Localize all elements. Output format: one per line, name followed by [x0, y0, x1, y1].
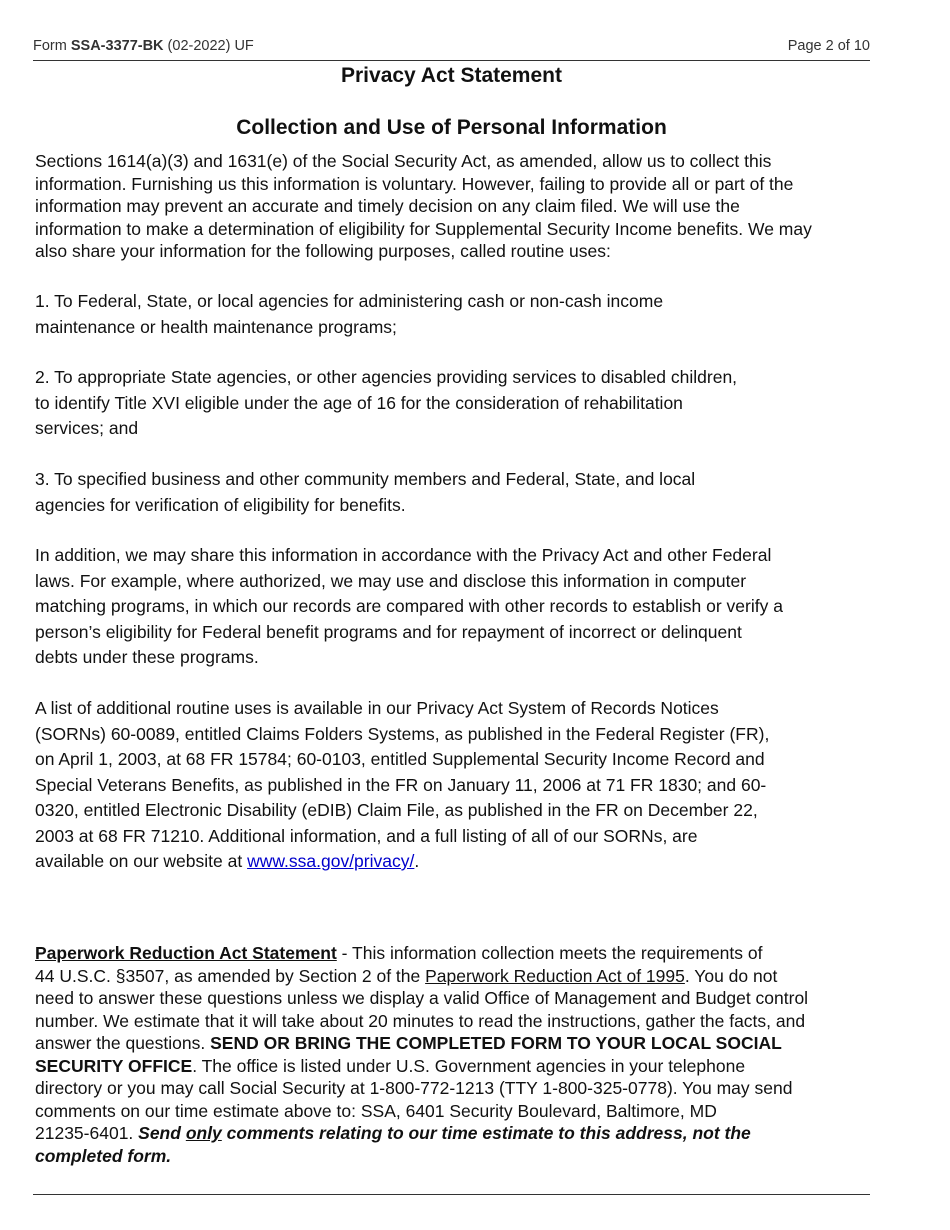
text-line: number. We estimate that it will take about 20 minutes to read the instructions, gather the facts, and: [35, 1010, 806, 1031]
text-line: [35, 942, 875, 965]
footer-divider: [33, 1194, 870, 1195]
text-line: maintenance or health maintenance programs;: [35, 316, 397, 337]
text-line: 3. To specified business and other community members and Federal, State, and local: [35, 469, 696, 489]
form-prefix: Form: [33, 38, 71, 54]
pra-text: answer the questions.: [35, 1033, 211, 1053]
text-line: laws. For example, where authorized, we may use and disclose this information in computer: [35, 570, 747, 591]
text-line: also share your information for the following purposes, called routine uses:: [35, 241, 611, 261]
sorn-link-suffix: .: [414, 851, 420, 871]
pra-heading: Paperwork Reduction Act Statement: [35, 943, 337, 963]
pra-note-emphasis: Send: [138, 1123, 186, 1143]
pra-text: . The office is listed under U.S. Government agencies in your telephone: [192, 1055, 746, 1076]
text-line: In addition, we may share this information in accordance with the Privacy Act and other Federal: [35, 545, 772, 565]
pra-note-emphasis: comments relating to our time estimate to this address, not the: [221, 1123, 751, 1143]
intro-paragraph: [35, 150, 875, 263]
routine-use-item-2: [35, 365, 875, 442]
additional-sharing-paragraph: [35, 543, 875, 671]
routine-use-item-1: [35, 289, 875, 340]
section-heading: Collection and Use of Personal Information: [236, 116, 667, 139]
text-line: information may prevent an accurate and timely decision on any claim filed. We will use the: [35, 196, 740, 216]
text-line: 1. To Federal, State, or local agencies for administering cash or non-cash income: [35, 291, 664, 311]
form-number: SSA-3377-BK: [70, 38, 164, 54]
text-line: [35, 965, 875, 988]
page-header: [33, 38, 870, 54]
text-line: on April 1, 2003, at 68 FR 15784; 60-0103, entitled Supplemental Security Income Record and: [35, 749, 765, 769]
page-title: Privacy Act Statement: [341, 64, 562, 87]
pra-text: 44 U.S.C. §3507, as amended by Section 2 of the: [35, 965, 426, 986]
paperwork-reduction-paragraph: [35, 942, 875, 1167]
text-line: services; and: [35, 418, 139, 438]
text-line: [35, 849, 875, 875]
routine-use-item-3: [35, 467, 875, 518]
text-line: Special Veterans Benefits, as published in the FR on January 11, 2006 at 71 FR 1830; and 60-: [35, 774, 767, 795]
text-line: (SORNs) 60-0089, entitled Claims Folders Systems, as published in the Federal Register (FR),: [35, 723, 770, 744]
text-line: A list of additional routine uses is available in our Privacy Act System of Records Notices: [35, 698, 719, 718]
text-line: 2003 at 68 FR 71210. Additional information, and a full listing of all of our SORNs, are: [35, 825, 698, 846]
text-line: information to make a determination of eligibility for Supplemental Security Income benefits. We may: [35, 218, 812, 239]
text-line: 0320, entitled Electronic Disability (eDIB) Claim File, as published in the FR on December 22,: [35, 800, 758, 820]
text-line: comments on our time estimate above to: SSA, 6401 Security Boulevard, Baltimore, MD: [35, 1100, 717, 1121]
pra-text: 21235-6401.: [35, 1123, 139, 1143]
text-line: [35, 1122, 875, 1145]
pra-text: . You do not: [684, 965, 778, 986]
text-line: Sections 1614(a)(3) and 1631(e) of the Social Security Act, as amended, allow us to collect this: [35, 151, 772, 171]
text-line: 2. To appropriate State agencies, or other agencies providing services to disabled children,: [35, 367, 738, 387]
page-number: Page 2 of 10: [787, 38, 870, 54]
text-line: need to answer these questions unless we display a valid Office of Management and Budget control: [35, 988, 809, 1008]
text-line: to identify Title XVI eligible under the age of 16 for the consideration of rehabilitation: [35, 392, 683, 413]
pra-text: - This information collection meets the requirements of: [336, 943, 763, 963]
header-divider: [33, 60, 870, 61]
text-line: agencies for verification of eligibility for benefits.: [35, 494, 406, 515]
text-line: [35, 1032, 875, 1055]
text-line: directory or you may call Social Security at 1-800-772-1213 (TTY 1-800-325-0778). You may send: [35, 1078, 793, 1098]
pra-act-name: Paperwork Reduction Act of 1995: [425, 965, 685, 986]
pra-note-only: only: [185, 1123, 222, 1143]
sorn-link-prefix: available on our website at: [35, 851, 248, 871]
text-line: [35, 1055, 875, 1078]
text-line: person’s eligibility for Federal benefit programs and for repayment of incorrect or delinquent: [35, 621, 742, 642]
form-version: (02-2022) UF: [163, 38, 254, 54]
pra-instruction-bold: SECURITY OFFICE: [35, 1055, 193, 1076]
pra-instruction-bold: SEND OR BRING THE COMPLETED FORM TO YOUR LOCAL SOCIAL: [210, 1033, 782, 1053]
pra-note-emphasis: completed form.: [35, 1145, 172, 1166]
text-line: matching programs, in which our records are compared with other records to establish or verify a: [35, 596, 783, 616]
privacy-website-link[interactable]: www.ssa.gov/privacy/: [247, 851, 415, 871]
text-line: information. Furnishing us this information is voluntary. However, failing to provide all or part of the: [35, 173, 794, 194]
sorn-paragraph: [35, 696, 875, 875]
text-line: debts under these programs.: [35, 647, 259, 667]
text-line: [35, 1145, 875, 1168]
